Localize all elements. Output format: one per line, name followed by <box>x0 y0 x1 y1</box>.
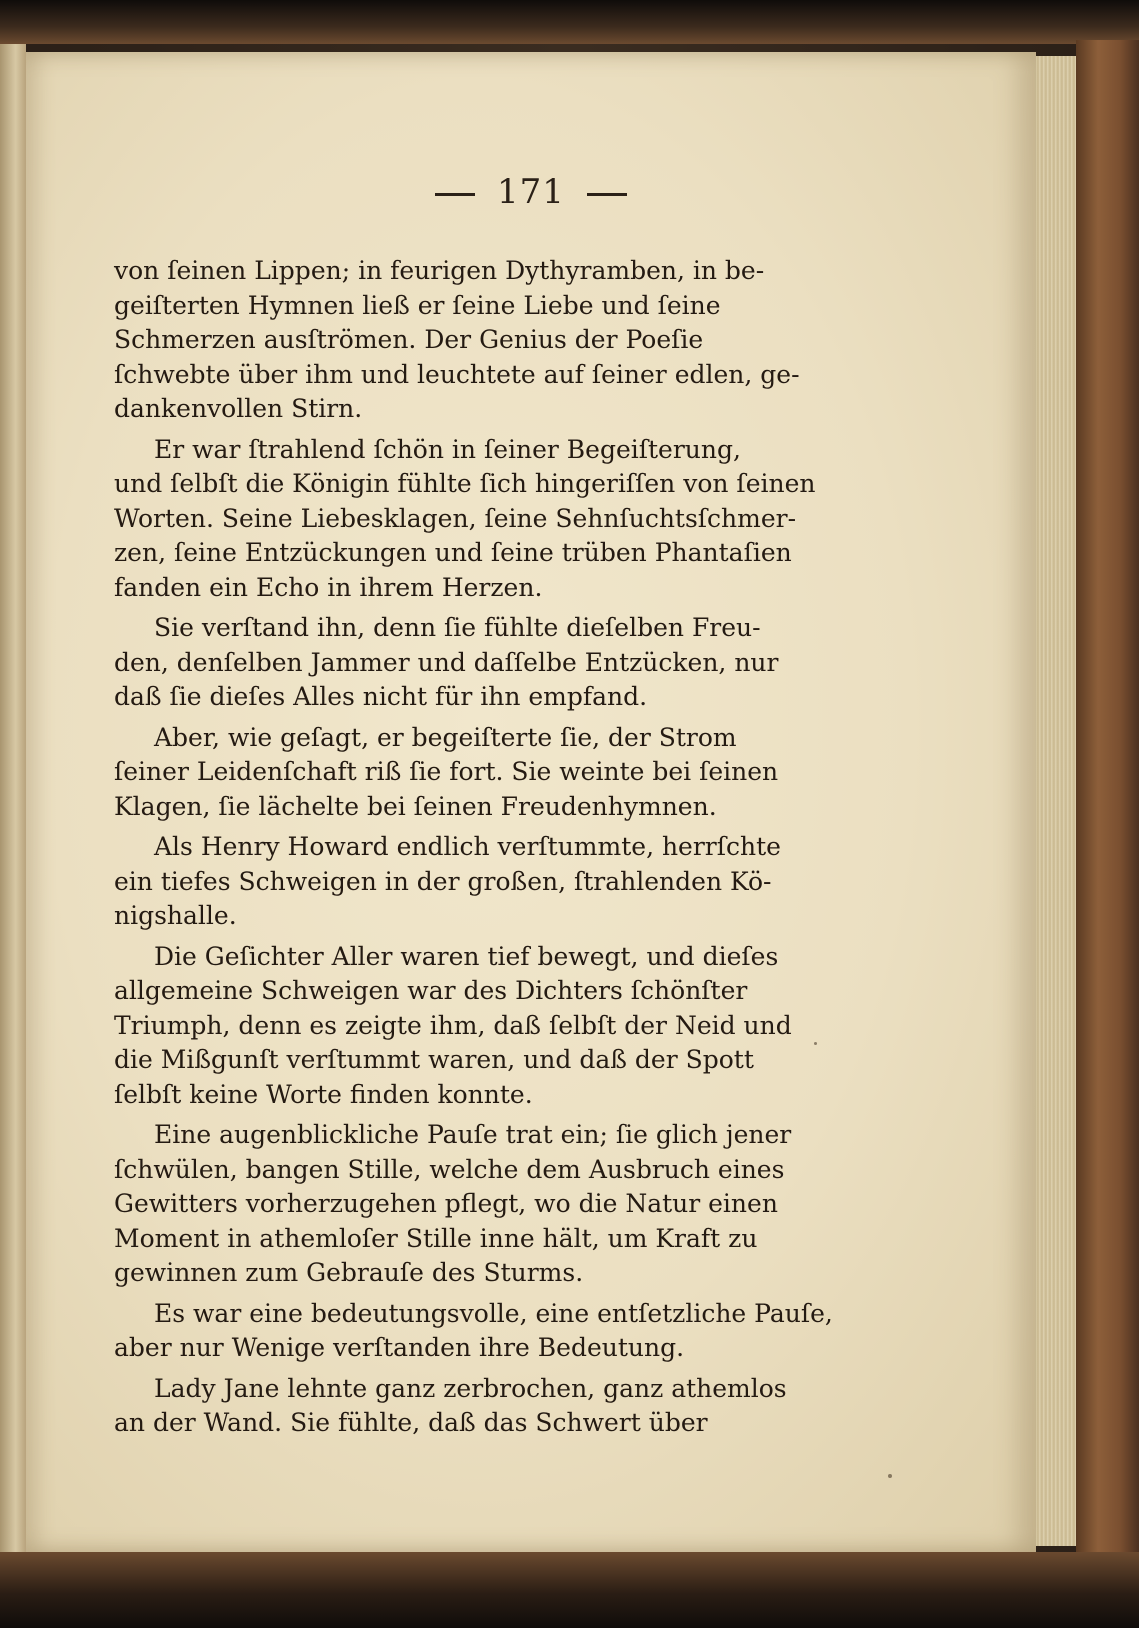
page-number: 171 <box>497 172 565 212</box>
paragraph <box>114 830 890 934</box>
text-line: daß ſie dieſes Alles nicht für ihn empfand. <box>114 682 648 711</box>
text-line: Aber, wie geſagt, er begeiſterte ſie, der Strom <box>154 722 737 752</box>
text-line: fanden ein Echo in ihrem Herzen. <box>114 572 543 602</box>
text-line: Klagen, ſie lächelte bei ſeinen Freudenhymnen. <box>114 791 717 821</box>
paper-speck <box>814 1042 817 1045</box>
text-line: und ſelbſt die Königin fühlte ſich hingeriſſen von ſeinen <box>114 469 816 498</box>
paragraph <box>114 254 890 427</box>
text-line: ein tiefes Schweigen in der großen, ſtrahlenden Kö- <box>114 866 772 896</box>
text-line: ſeiner Leidenſchaft riß ſie fort. Sie weinte bei ſeinen <box>114 757 779 786</box>
paragraph <box>114 433 890 606</box>
book-bottom-edge <box>0 1552 1139 1628</box>
paragraph <box>114 611 890 715</box>
paragraph <box>114 1118 890 1291</box>
text-line: Schmerzen ausſtrömen. Der Genius der Poeſie <box>114 325 704 354</box>
text-line: Als Henry Howard endlich verſtummte, herrſchte <box>154 832 781 861</box>
text-line: Gewitters vorherzugehen pflegt, wo die Natur einen <box>114 1189 778 1218</box>
text-line: Moment in athemloſer Stille inne hält, um Kraft zu <box>114 1223 758 1253</box>
text-line: Die Geſichter Aller waren tief bewegt, und dieſes <box>154 941 779 971</box>
text-line: ſchwebte über ihm und leuchtete auf ſeiner edlen, ge- <box>114 359 800 389</box>
page-stack-edge <box>1036 56 1076 1546</box>
text-line: Sie verſtand ihn, denn ſie fühlte dieſelben Freu- <box>154 613 761 642</box>
text-line: geiſterten Hymnen ließ er ſeine Liebe und ſeine <box>114 290 721 320</box>
text-line: von ſeinen Lippen; in feurigen Dythyramben, in be- <box>114 256 765 285</box>
book-top-edge <box>0 0 1139 44</box>
text-line: Worten. Seine Liebesklagen, ſeine Sehnſuchtsſchmer- <box>114 503 797 533</box>
body-text <box>114 254 890 1447</box>
book-cover-edge <box>1076 40 1139 1570</box>
text-line: dankenvollen Stirn. <box>114 394 363 423</box>
text-line: ſchwülen, bangen Stille, welche dem Ausbruch eines <box>114 1154 785 1184</box>
text-line: Er war ſtrahlend ſchön in ſeiner Begeiſterung, <box>154 434 741 464</box>
text-line: den, denſelben Jammer und daſſelbe Entzücken, nur <box>114 647 779 677</box>
text-line: Triumph, denn es zeigte ihm, daß ſelbſt der Neid und <box>114 1010 792 1040</box>
header-dash-left <box>435 193 475 196</box>
paragraph <box>114 940 890 1113</box>
book-page <box>26 52 1036 1552</box>
text-line: Es war eine bedeutungsvolle, eine entſetzliche Pauſe, <box>154 1298 833 1328</box>
header-dash-right <box>587 193 627 196</box>
text-line: allgemeine Schweigen war des Dichters ſchönſter <box>114 976 748 1005</box>
paragraph <box>114 1372 890 1441</box>
paragraph <box>114 1297 890 1366</box>
paper-speck <box>888 1474 892 1478</box>
text-line: Eine augenblickliche Pauſe trat ein; ſie glich jener <box>154 1120 792 1149</box>
page-header <box>26 172 1036 212</box>
text-line: an der Wand. Sie fühlte, daß das Schwert über <box>114 1408 708 1437</box>
text-line: Lady Jane lehnte ganz zerbrochen, ganz athemlos <box>154 1373 787 1403</box>
paragraph <box>114 721 890 825</box>
text-line: die Mißgunſt verſtummt waren, und daß der Spott <box>114 1045 754 1074</box>
text-line: nigshalle. <box>114 901 237 930</box>
text-line: gewinnen zum Gebrauſe des Sturms. <box>114 1258 584 1287</box>
facing-page-edge <box>0 44 26 1564</box>
text-line: zen, ſeine Entzückungen und ſeine trüben Phantaſien <box>114 538 792 567</box>
text-line: ſelbſt keine Worte finden konnte. <box>114 1079 533 1109</box>
text-line: aber nur Wenige verſtanden ihre Bedeutung. <box>114 1333 685 1362</box>
